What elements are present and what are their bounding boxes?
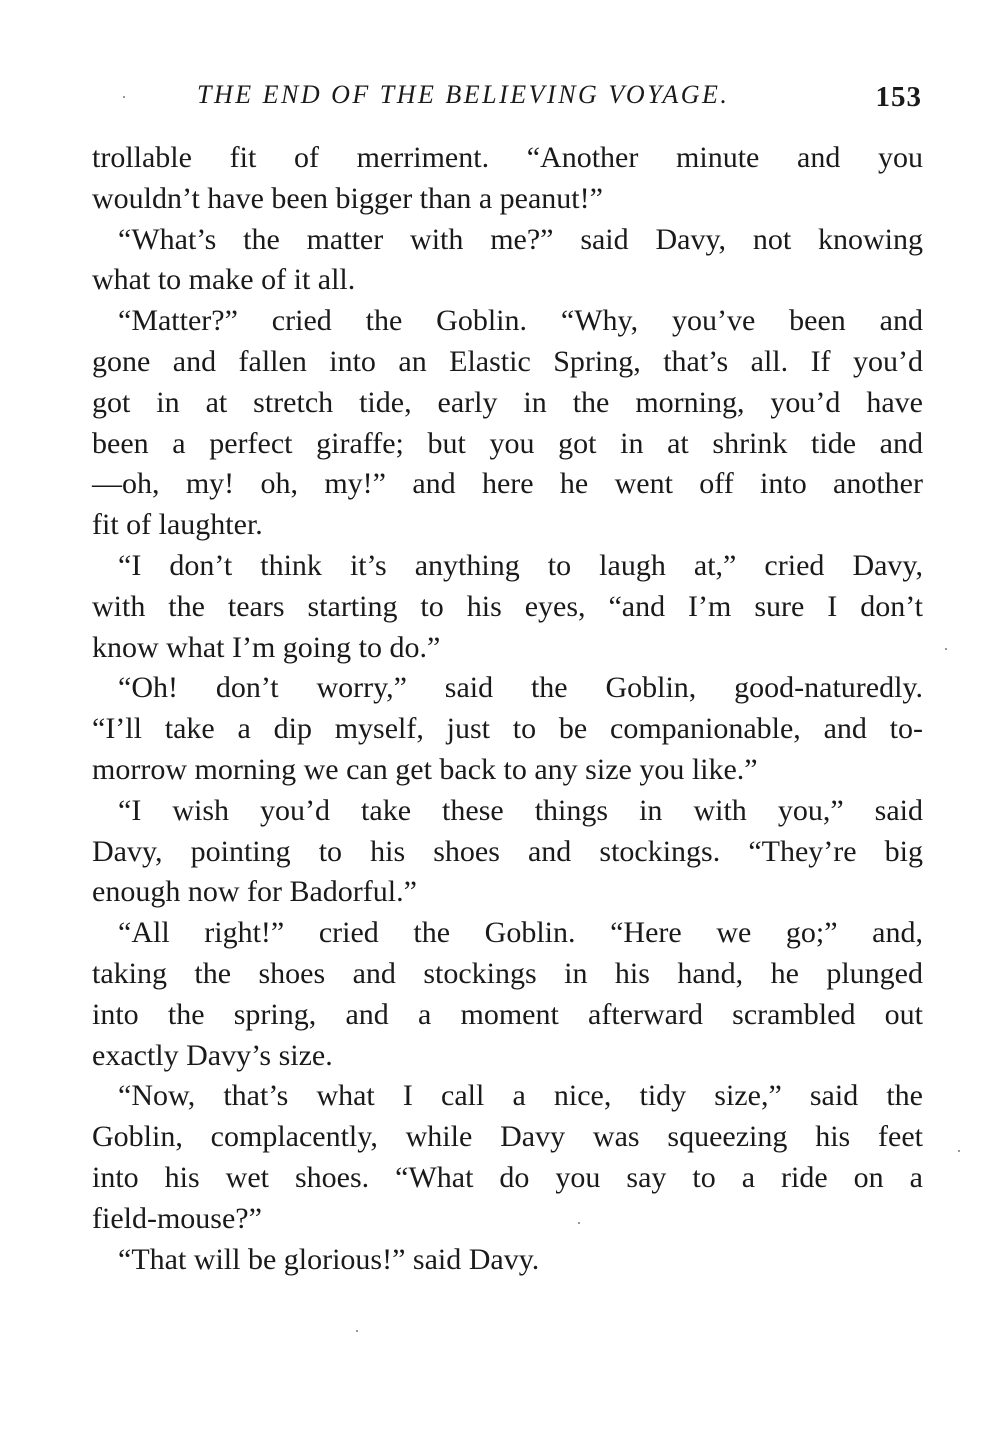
text-line: what to make of it all. <box>92 263 356 297</box>
text-line: —oh, my! oh, my!” and here he went off into another <box>92 467 923 501</box>
text-line: “Oh! don’t worry,” said the Goblin, good-naturedly. <box>118 671 923 705</box>
paper-speck <box>578 1222 580 1224</box>
text-line: gone and fallen into an Elastic Spring, that’s all. If you’d <box>92 344 923 378</box>
running-title: THE END OF THE BELIEVING VOYAGE. <box>197 80 730 109</box>
paper-speck <box>356 1330 358 1332</box>
text-line: fit of laughter. <box>92 508 263 542</box>
text-line: field-mouse?” <box>92 1201 262 1235</box>
text-line: wouldn’t have been bigger than a peanut!” <box>92 181 603 215</box>
text-line: “Now, that’s what I call a nice, tidy size,” said the <box>118 1079 923 1113</box>
paper-speck <box>945 648 947 650</box>
text-line: exactly Davy’s size. <box>92 1038 333 1072</box>
text-line: enough now for Badorful.” <box>92 875 417 909</box>
text-line: with the tears starting to his eyes, “and I’m sure I don’t <box>92 589 923 623</box>
running-head <box>92 80 924 116</box>
text-line: Goblin, complacently, while Davy was squeezing his feet <box>92 1120 923 1154</box>
text-line: morrow morning we can get back to any size you like.” <box>92 752 758 786</box>
text-line: been a perfect giraffe; but you got in at shrink tide and <box>92 426 923 460</box>
text-line: know what I’m going to do.” <box>92 630 441 664</box>
text-line: got in at stretch tide, early in the morning, you’d have <box>92 385 923 419</box>
text-line: into the spring, and a moment afterward scrambled out <box>92 997 923 1031</box>
paper-speck <box>958 1150 960 1152</box>
text-line: taking the shoes and stockings in his hand, he plunged <box>92 956 923 990</box>
text-line: “Matter?” cried the Goblin. “Why, you’ve been and <box>118 304 923 338</box>
text-line: Davy, pointing to his shoes and stockings. “They’re big <box>92 834 923 868</box>
text-line: into his wet shoes. “What do you say to a ride on a <box>92 1160 923 1194</box>
page-number: 153 <box>875 81 922 113</box>
text-line: “All right!” cried the Goblin. “Here we go;” and, <box>118 916 923 950</box>
paper-speck <box>123 96 125 98</box>
text-line: “What’s the matter with me?” said Davy, not knowing <box>118 222 923 256</box>
text-line: “I wish you’d take these things in with you,” said <box>118 793 923 827</box>
text-line: “I don’t think it’s anything to laugh at,” cried Davy, <box>118 548 923 582</box>
body-text <box>92 138 923 1280</box>
text-line: trollable fit of merriment. “Another minute and you <box>92 141 923 174</box>
text-line: “I’ll take a dip myself, just to be companionable, and to- <box>92 712 923 746</box>
text-line: “That will be glorious!” said Davy. <box>118 1242 540 1276</box>
